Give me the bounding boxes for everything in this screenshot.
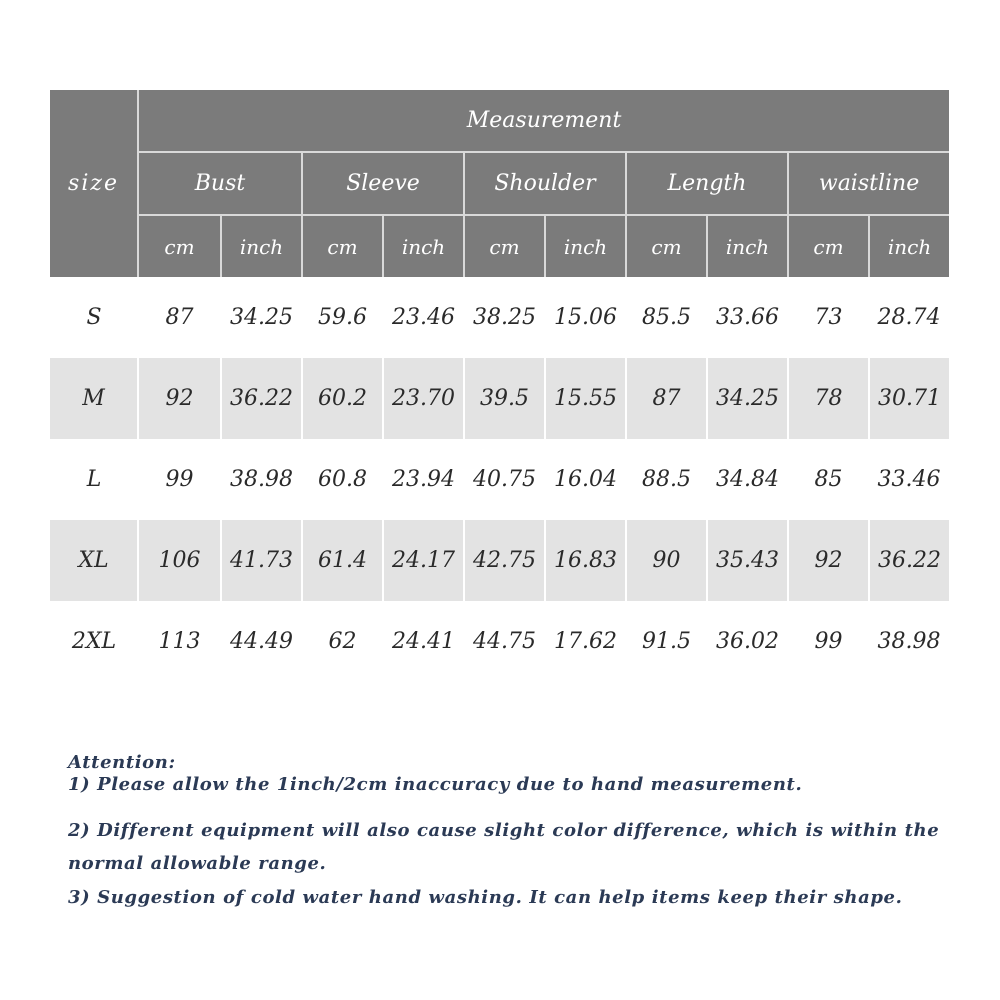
size-column-header: size xyxy=(50,90,138,277)
column-header-bust: Bust xyxy=(138,152,302,215)
table-cell: 106 xyxy=(138,520,221,601)
table-row-2xl xyxy=(50,601,949,682)
unit-inch-header: inch xyxy=(545,215,626,277)
unit-cm-header: cm xyxy=(138,215,221,277)
table-cell: 24.17 xyxy=(383,520,464,601)
table-cell: 16.83 xyxy=(545,520,626,601)
table-cell: 92 xyxy=(788,520,869,601)
table-cell: 28.74 xyxy=(869,277,949,358)
table-cell: 33.46 xyxy=(869,439,949,520)
table-cell: 34.84 xyxy=(707,439,788,520)
table-cell: 36.22 xyxy=(869,520,949,601)
table-cell: 78 xyxy=(788,358,869,439)
table-cell: 59.6 xyxy=(302,277,383,358)
column-header-sleeve: Sleeve xyxy=(302,152,464,215)
table-cell: 87 xyxy=(626,358,707,439)
table-cell: 92 xyxy=(138,358,221,439)
table-cell: 38.98 xyxy=(869,601,949,682)
table-cell: 60.2 xyxy=(302,358,383,439)
unit-cm-header: cm xyxy=(302,215,383,277)
table-cell: 15.06 xyxy=(545,277,626,358)
table-cell: 33.66 xyxy=(707,277,788,358)
unit-inch-header: inch xyxy=(221,215,302,277)
table-cell: 39.5 xyxy=(464,358,545,439)
size-chart xyxy=(50,90,949,682)
table-cell: 91.5 xyxy=(626,601,707,682)
table-cell: 23.94 xyxy=(383,439,464,520)
attention-notes xyxy=(68,752,948,915)
table-cell: 113 xyxy=(138,601,221,682)
table-cell: 15.55 xyxy=(545,358,626,439)
table-cell: 99 xyxy=(138,439,221,520)
table-cell: 61.4 xyxy=(302,520,383,601)
note-item-2: 2) Different equipment will also cause slight color difference, which is within the normal allowable range. xyxy=(68,820,940,874)
attention-title: Attention: xyxy=(68,752,176,773)
table-cell: 44.75 xyxy=(464,601,545,682)
note-item-1: 1) Please allow the 1inch/2cm inaccuracy due to hand measurement. xyxy=(68,774,803,795)
table-cell: 44.49 xyxy=(221,601,302,682)
table-cell: 90 xyxy=(626,520,707,601)
table-cell: 17.62 xyxy=(545,601,626,682)
table-cell: 73 xyxy=(788,277,869,358)
table-cell: 24.41 xyxy=(383,601,464,682)
table-cell: 99 xyxy=(788,601,869,682)
table-cell: 40.75 xyxy=(464,439,545,520)
size-cell: XL xyxy=(50,520,138,601)
table-cell: 62 xyxy=(302,601,383,682)
table-cell: 36.22 xyxy=(221,358,302,439)
size-cell: 2XL xyxy=(50,601,138,682)
column-header-shoulder: Shoulder xyxy=(464,152,626,215)
size-chart-table xyxy=(50,90,949,682)
table-cell: 34.25 xyxy=(707,358,788,439)
table-cell: 38.25 xyxy=(464,277,545,358)
unit-cm-header: cm xyxy=(464,215,545,277)
measurement-header: Measurement xyxy=(138,90,949,152)
table-cell: 41.73 xyxy=(221,520,302,601)
column-header-waistline: waistline xyxy=(788,152,949,215)
note-item-3: 3) Suggestion of cold water hand washing. It can help items keep their shape. xyxy=(68,887,903,908)
size-cell: L xyxy=(50,439,138,520)
table-cell: 36.02 xyxy=(707,601,788,682)
table-cell: 85.5 xyxy=(626,277,707,358)
table-row-s xyxy=(50,277,949,358)
unit-inch-header: inch xyxy=(383,215,464,277)
size-cell: M xyxy=(50,358,138,439)
table-row-xl xyxy=(50,520,949,601)
unit-inch-header: inch xyxy=(869,215,949,277)
table-cell: 23.46 xyxy=(383,277,464,358)
table-cell: 34.25 xyxy=(221,277,302,358)
table-cell: 42.75 xyxy=(464,520,545,601)
unit-cm-header: cm xyxy=(788,215,869,277)
column-header-length: Length xyxy=(626,152,788,215)
table-cell: 87 xyxy=(138,277,221,358)
table-cell: 30.71 xyxy=(869,358,949,439)
size-cell: S xyxy=(50,277,138,358)
table-cell: 23.70 xyxy=(383,358,464,439)
table-row-l xyxy=(50,439,949,520)
table-cell: 85 xyxy=(788,439,869,520)
unit-cm-header: cm xyxy=(626,215,707,277)
table-cell: 16.04 xyxy=(545,439,626,520)
unit-inch-header: inch xyxy=(707,215,788,277)
table-row-m xyxy=(50,358,949,439)
table-cell: 38.98 xyxy=(221,439,302,520)
table-cell: 35.43 xyxy=(707,520,788,601)
table-cell: 60.8 xyxy=(302,439,383,520)
table-cell: 88.5 xyxy=(626,439,707,520)
